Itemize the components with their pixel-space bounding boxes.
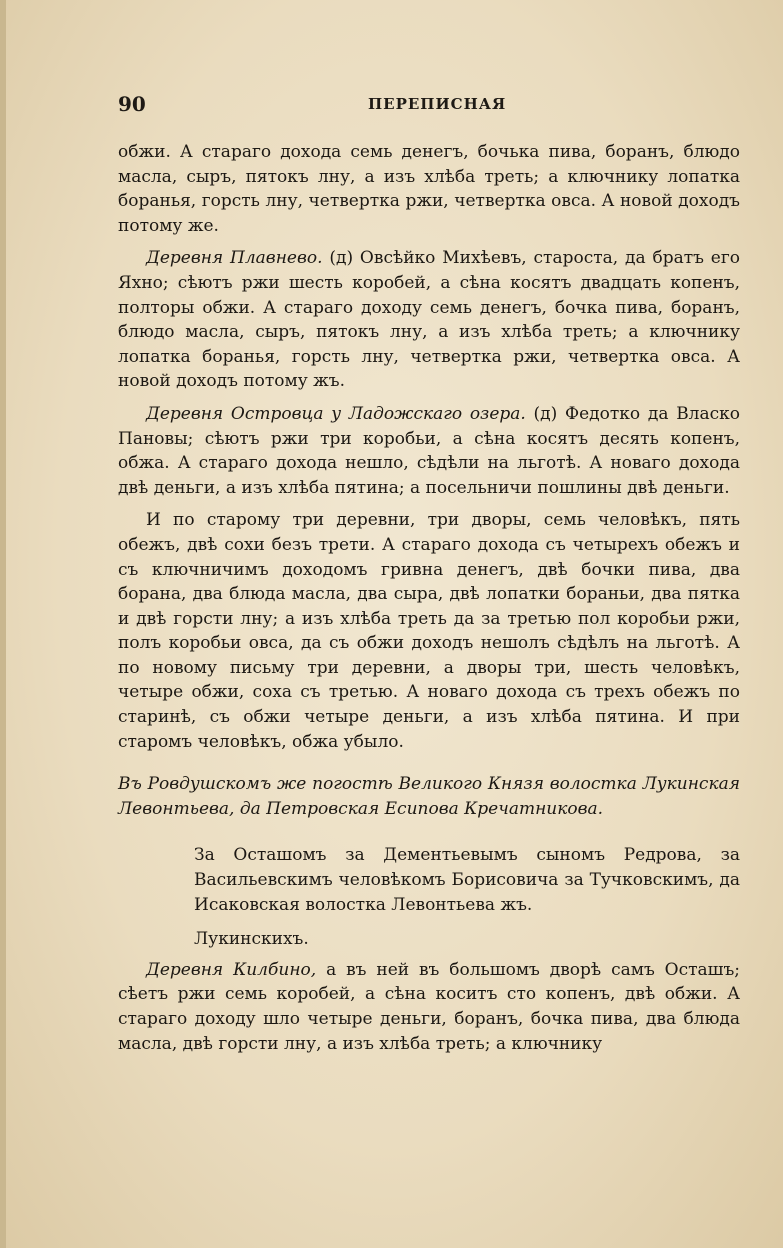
paragraph-entry-kilbino bbox=[118, 958, 740, 1056]
subheading: Лукинскихъ. bbox=[194, 929, 309, 950]
village-name: Деревня Килбино, bbox=[146, 959, 317, 980]
paragraph-continuation bbox=[118, 140, 740, 238]
village-name: Деревня Плавнево. bbox=[146, 248, 323, 269]
paragraph-text: обжи. А стараго дохода семь денегъ, бочька пива, боранъ, блюдо масла, сыръ, пятокъ лну, а изъ хлѣба треть; а ключнику лопатка боранья, горсть лну, четвертка ржи, четвертка овса. А новой доходъ потому же. bbox=[118, 142, 740, 236]
paragraph-summary bbox=[118, 508, 740, 754]
owner-note: За Осташомъ за Дементьевымъ сыномъ Редрова, за Васильевскимъ человѣкомъ Борисовича за Тучковскимъ, да Исаковская волостка Левонтьева жъ. bbox=[194, 845, 740, 915]
page-number: 90 bbox=[118, 92, 146, 116]
page-header bbox=[118, 92, 738, 118]
paragraph-entry-ostrovtsa bbox=[118, 402, 740, 500]
page-binding-edge bbox=[0, 0, 6, 1248]
section-heading: Въ Ровдушскомъ же погостѣ Великого Князя волостка Лукинская Левонтьева, да Петровская Есипова Кречатникова. bbox=[118, 774, 740, 819]
village-name: Деревня Островца у Ладожскаго озера. bbox=[146, 403, 526, 424]
body-text bbox=[118, 140, 740, 1064]
paragraph-text: а въ ней въ большомъ дворѣ самъ Осташъ; сѣетъ ржи семь коробей, а сѣна коситъ сто копенъ, двѣ обжи. А стараго доходу шло четыре деньги, боранъ, бочка пива, два блюда масла, двѣ горсти лну, а изъ хлѣба треть; а ключнику bbox=[118, 959, 741, 1054]
paragraph-entry-plavnevo bbox=[118, 246, 740, 394]
paragraph-text: И по старому три деревни, три дворы, семь человѣкъ, пять обежъ, двѣ сохи безъ трети. А стараго дохода съ четырехъ обежъ и съ ключничимъ доходомъ гривна денегъ, двѣ бочки пива, два борана, два блюда масла, два сыра, двѣ лопатки бораньи, два пятка и двѣ горсти лну; а изъ хлѣба треть да за третью пол коробьи ржи, полъ коробьи овса, да съ обжи доходъ нешолъ сѣдѣлъ на льготѣ. А по новому письму три деревни, а дворы три, шесть человѣкъ, четыре обжи, соха съ третью. А новаго дохода съ трехъ обежъ по старинѣ, съ обжи четыре деньги, а изъ хлѣба пятина. И при старомъ человѣкъ, обжа убыло. bbox=[118, 510, 740, 752]
running-title: ПЕРЕПИСНАЯ bbox=[368, 95, 507, 113]
paragraph-text: (д) Федотко да Власко Пановы; сѣютъ ржи три коробьи, а сѣна косятъ десять копенъ, обжа. А стараго дохода нешло, сѣдѣли на льготѣ. А новаго дохода двѣ деньги, а изъ хлѣба пятина; а посельничи пошлины двѣ деньги. bbox=[118, 403, 740, 498]
paragraph-text: (д) Овсѣйко Михѣевъ, староста, да братъ его Яхно; сѣютъ ржи шесть коробей, а сѣна косятъ двадцать копенъ, полторы обжи. А стараго доходу семь денегъ, бочка пива, боранъ, блюдо масла, сыръ, пятокъ лну, а изъ хлѣба треть; а ключнику лопатка боранья, горсть лну, четвертка ржи, четвертка овса. А новой доходъ потому жъ. bbox=[118, 248, 740, 392]
